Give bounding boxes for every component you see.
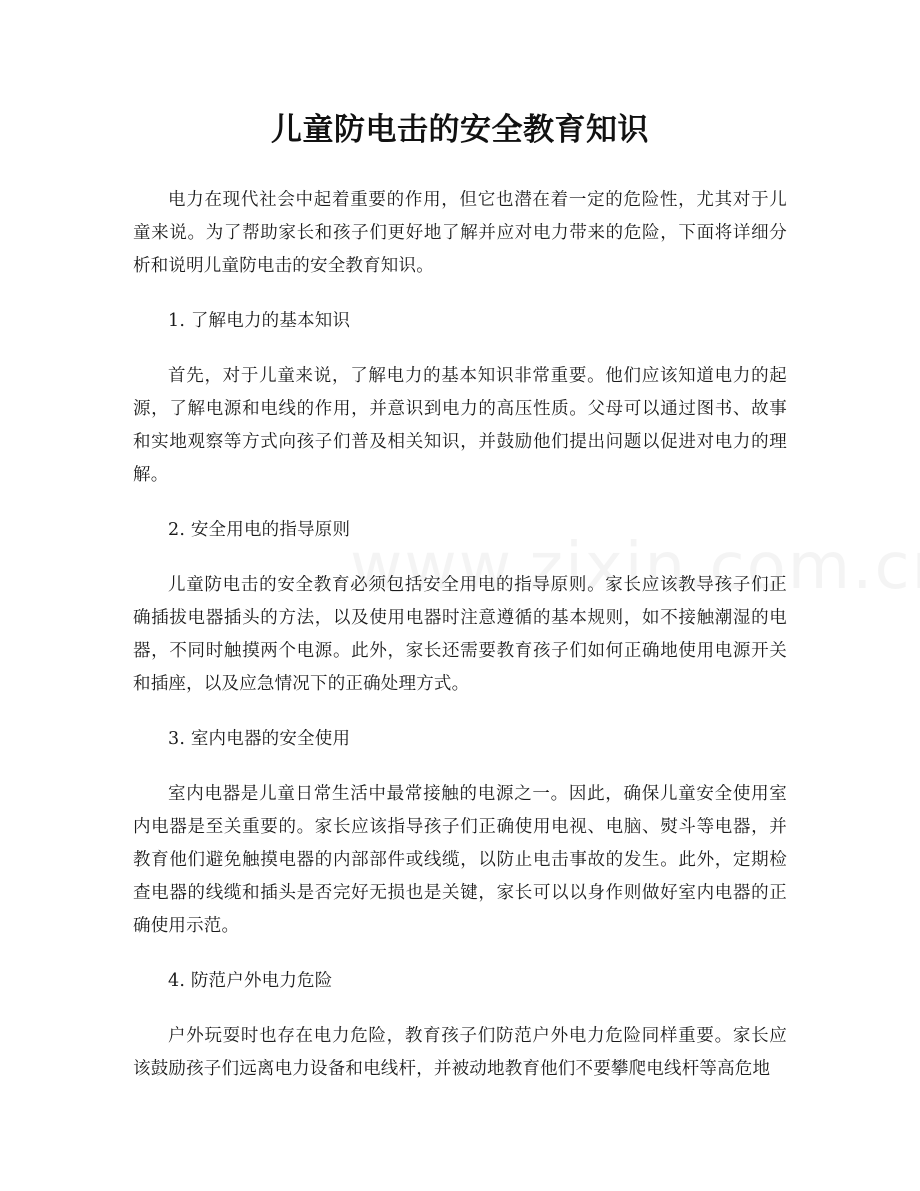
section-heading-2: 2. 安全用电的指导原则 <box>168 520 351 540</box>
document-title: 儿童防电击的安全教育知识 <box>271 112 649 148</box>
section-body-1: 首先，对于儿童来说，了解电力的基本知识非常重要。他们应该知道电力的起源，了解电源和电线的作用，并意识到电力的高压性质。父母可以通过图书、故事和实地观察等方式向孩子们普及相关知识，并鼓励他们提出问题以促进对电力的理解。 <box>133 366 787 485</box>
section-body-2: 儿童防电击的安全教育必须包括安全用电的指导原则。家长应该教导孩子们正确插拔电器插头的方法，以及使用电器时注意遵循的基本规则，如不接触潮湿的电器，不同时触摸两个电源。此外，家长还需要教育孩子们如何正确地使用电源开关和插座，以及应急情况下的正确处理方式。 <box>133 575 787 694</box>
section-body-3: 室内电器是儿童日常生活中最常接触的电源之一。因此，确保儿童安全使用室内电器是至关重要的。家长应该指导孩子们正确使用电视、电脑、熨斗等电器，并教育他们避免触摸电器的内部部件或线缆，以防止电击事故的发生。此外，定期检查电器的线缆和插头是否完好无损也是关键，家长可以以身作则做好室内电器的正确使用示范。 <box>133 784 787 936</box>
intro-paragraph: 电力在现代社会中起着重要的作用，但它也潜在着一定的危险性，尤其对于儿童来说。为了帮助家长和孩子们更好地了解并应对电力带来的危险，下面将详细分析和说明儿童防电击的安全教育知识。 <box>133 190 787 276</box>
section-heading-1: 1. 了解电力的基本知识 <box>168 311 351 331</box>
section-body-4: 户外玩耍时也存在电力危险，教育孩子们防范户外电力危险同样重要。家长应该鼓励孩子们远离电力设备和电线杆，并被动地教育他们不要攀爬电线杆等高危地 <box>133 1026 787 1079</box>
section-heading-4: 4. 防范户外电力危险 <box>168 971 333 991</box>
section-heading-3: 3. 室内电器的安全使用 <box>168 729 351 749</box>
